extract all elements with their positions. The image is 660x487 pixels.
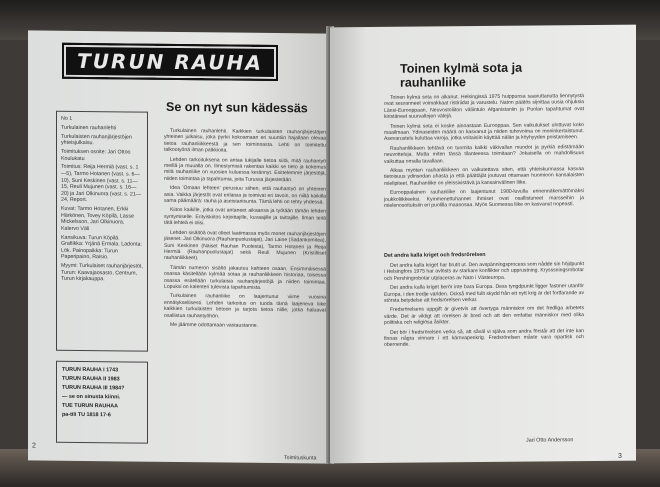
subscription-line: TURUN RAUHA I 1743 bbox=[62, 366, 119, 374]
colophon-box bbox=[56, 111, 148, 352]
left-signature: Toimituskunta bbox=[284, 455, 317, 462]
subscription-line: TURUN RAUHA III 1984? bbox=[62, 384, 125, 392]
colophon-line: Turkulainen rauhanlehti bbox=[61, 124, 117, 132]
subscription-line: TUE TURUN RAUHAA bbox=[62, 402, 118, 410]
left-headline: Se on nyt sun kädessäs bbox=[166, 99, 308, 116]
paragraph: Det andra kalla kriget berör inte bara Europa. Dess tyngdpunkt ligger fastmer utanför Europa, i den tredje världen. Också med fullt skydd från ett nytt krig är det fortfarande av största betydelse att fredsrörelsen verkar. bbox=[384, 283, 584, 304]
swedish-subhead: Det andra kalla kriget och fredsrörelsen bbox=[384, 251, 486, 259]
paragraph: Lehden tarkoituksena on antaa lukijalle tietoa siitä, mitä rauhantyö meillä ja muualla on. Ilmestymisiä rakentaa kaikki se tieto ja kokemus mitä rauhanliike on vuosien kuluessa kerännyt. Esittelemme järjestöjä, niiden toimintaa ja tapahtumia, joita Turussa järjestetään. bbox=[164, 156, 326, 184]
paragraph: Toinen kylmä sota ei koske ainoastaan Eurooppaa. Sen vaikutukset ulottuvat koko maailmaan. Ydinaseiden määrä on kasvanut ja niiden tuhovoima on moninkertaistunut. Asevarustelu kuluttaa varoja, jotka voitaisiin käyttää nälän ja köyhyyden poistamiseen. bbox=[384, 121, 584, 143]
colophon-line: Toimituksen osoite: Jari Ottoo Koulukatu bbox=[61, 148, 131, 162]
right-body-text-fi bbox=[384, 93, 584, 212]
paragraph: Tämän numeron sisältö jakautuu kahteen osaan. Ensimmäisessä osassa käsitellään kylmää sotaa ja rauhanliikkeen historiaa, toisessa osassa esitellään turkulaisia rauhanjärjestöjä ja niiden toimintaa. Lopuksi on kalenteri tulevista tapahtumista. bbox=[164, 264, 326, 291]
colophon-line: Kuvat: Tarmo Hotanen, Erkki Härkönen, Tovey Köpilä, Lasse Mickelsson, Jari Olkinuora, Kalervo Väli bbox=[61, 205, 134, 232]
paragraph: Turkulainen rauhanliike on laajentunut viime vuosina ennätyksellisesti. Lehden tarkoitus on tuoda tämä laajeneva liike kaikkien turkulaisten tietoon ja tarjota tietoa niille, jotka haluavat osallistua rauhantyöhön. bbox=[164, 293, 326, 319]
colophon-line: Kansikuva: Turun Köpilä. Grafiikka: Yrjänä Ermala. Ladonta: Lök. Painopaikka: Turun Paperipaino, Raisio. bbox=[61, 234, 142, 261]
paragraph: Det andra kalla kriget har brutit ut. Den avspänningsprocess som nådde sin höjdpunkt i Helsingfors 1975 har avlösts av starkare konflikter och upprustning. Krysssningsrobotar och Pershingrobotar utplaceras av Nato i Västeuropa. bbox=[384, 261, 584, 282]
subscription-box bbox=[56, 361, 148, 444]
paragraph: Eurooppalainen rauhanliike on laajentunut 1980-luvulla ennennäkemättömäksi joukkoliikkeeksi. Kymmenettuhannet ihmiset ovat osallistuneet marsseihin ja mielenosoituksiin eri puolilla maanosaa. Myös Suomessa liike on kasvanut nopeasti. bbox=[384, 188, 584, 209]
paragraph: Fredsrörelsens uppgift är givetvis att övertyga människor om det fredliga arbetets värde. Det är viktigt att rörelsen är bred och att den omfattar människor med olika politiska och religiösa åsikter. bbox=[384, 305, 584, 327]
paragraph: Det bör i fredsrörelsen verka så, att såväl vi själva som andra förstår att det inte kan finnas några vinnare i ett kärnvapenkrig. Fredsrörelsen måste vara opartisk och oberoende. bbox=[384, 327, 584, 349]
paragraph: Toinen kylmä sota on alkanut. Helsingissä 1975 huippunsa saavuttanutta liennytystä ovat seuranneet voimakkaat ristiriidat ja varustelu. Naton päätös sijoittaa uusia ohjuksia Länsi-Eurooppaan, Neuvostoliiton väliintulo Afganistaniin ja Puolan tapahtumat ovat kiristäneet suurvaltojen välejä. bbox=[384, 93, 584, 121]
right-body-text-sv bbox=[384, 261, 584, 352]
paragraph: Aikaa myöten rauhanliikkeen on vaikutettava siten, että yhteiskunnassa kasvaa tietoisuus ydinsodan uhasta ja että päättäjät joutuvat ottamaan huomioon kansalaisten mielipiteet. Rauhanliike on yleissivistävä ja kansainvälinen liike. bbox=[384, 166, 584, 187]
page-number-right: 3 bbox=[618, 452, 622, 460]
paragraph: Lehden sisältöä ovat olleet laatimassa myös monet rauhanjärjestöjen jäsenet. Jari Olkinuora (Rauhanpuolustajat), Jari Laine (Sadankomitea), Suni Keskinen (Naiset Rauhan Puolesta), Tarmo Hotanen ja Reija Hermiä (Rauhanpuolustajat) sekä Reuli Mujunen (Kristilliset rauhanliikkeet). bbox=[164, 229, 326, 262]
paragraph: Idea ’Omaan lehteen’ perustuu siihen, että rauhantyö on yhteinen asia. Vaikka järjestöt ovat erilaisia ja toimivat eri tavoin, on niillä kaikilla sama päämäärä: rauha ja aseistariisunta. Tämä lehti on tehty yhdessä. bbox=[164, 185, 326, 206]
page-number-left: 2 bbox=[32, 442, 36, 450]
colophon-line: Toimitus: Reija Hermiä (vast. s. 1—5), Tarmo Hotanen (vast. s. 6—10), Suni Keskinen (vast. s. 11—15, Reuli Mujunen (vast. s. 16—20) ja Jari Olkinuora (vast. s. 21—24, Report. bbox=[61, 164, 142, 204]
subscription-line: — se on sinusta kiinni. bbox=[62, 393, 121, 401]
masthead-logo: TURUN RAUHA bbox=[62, 43, 278, 81]
paragraph: Turkulainen rauhanlehti. Kaikkien turkulaisten rauhanjärjestöjen yhteinen julkaisu, joka pyrkii kokoamaan eri suuntiin hajallaan olevaa tietoa rauhanliikkeestä ja sen toiminnasta. Lehti on toimitettu talkootyönä ilman palkkioita. bbox=[164, 127, 326, 154]
right-page bbox=[330, 25, 636, 464]
colophon-line: Turkulaisten rauhanjärjestöjen yhteisjulkaisu. bbox=[61, 133, 132, 147]
paragraph: Rauhanliikkeen tehtävä on tuomita kaikki väkivallan muodot ja pyrkiä edistämään neuvotteluja. Mutta miten tässä tilanteessa toimitaan? Jokaisella on mahdollisuus vaikuttaa omalla tavallaan. bbox=[384, 143, 584, 165]
left-page bbox=[28, 30, 330, 463]
right-signature: Jari Otto Andersson bbox=[526, 437, 574, 444]
left-body-text bbox=[164, 128, 326, 333]
subscription-line: pa-tili TU 1818 17-6 bbox=[62, 411, 111, 419]
subscription-line: TURUN RAUHA II 1983 bbox=[62, 375, 120, 383]
paragraph: Me jäämme odottamaan vastaustanne. bbox=[170, 321, 259, 329]
colophon-line: No 1 bbox=[61, 115, 73, 122]
colophon-line: Myymi: Turkulaiset rauhanjärjestöt, Turun: Kaavajaosasto, Centrum, Turun kirjakauppa. bbox=[61, 262, 143, 283]
paragraph: Kiitos kaikille, jotka ovat antaneet aikaansa ja työtään tämän lehden syntymiselle. Erityiskiitos kirjoittajille, kuvaajille ja taittajille. Ilman teitä tätä lehteä ei olisi. bbox=[164, 207, 326, 227]
right-title: Toinen kylmä sota ja rauhanliike bbox=[400, 60, 523, 90]
